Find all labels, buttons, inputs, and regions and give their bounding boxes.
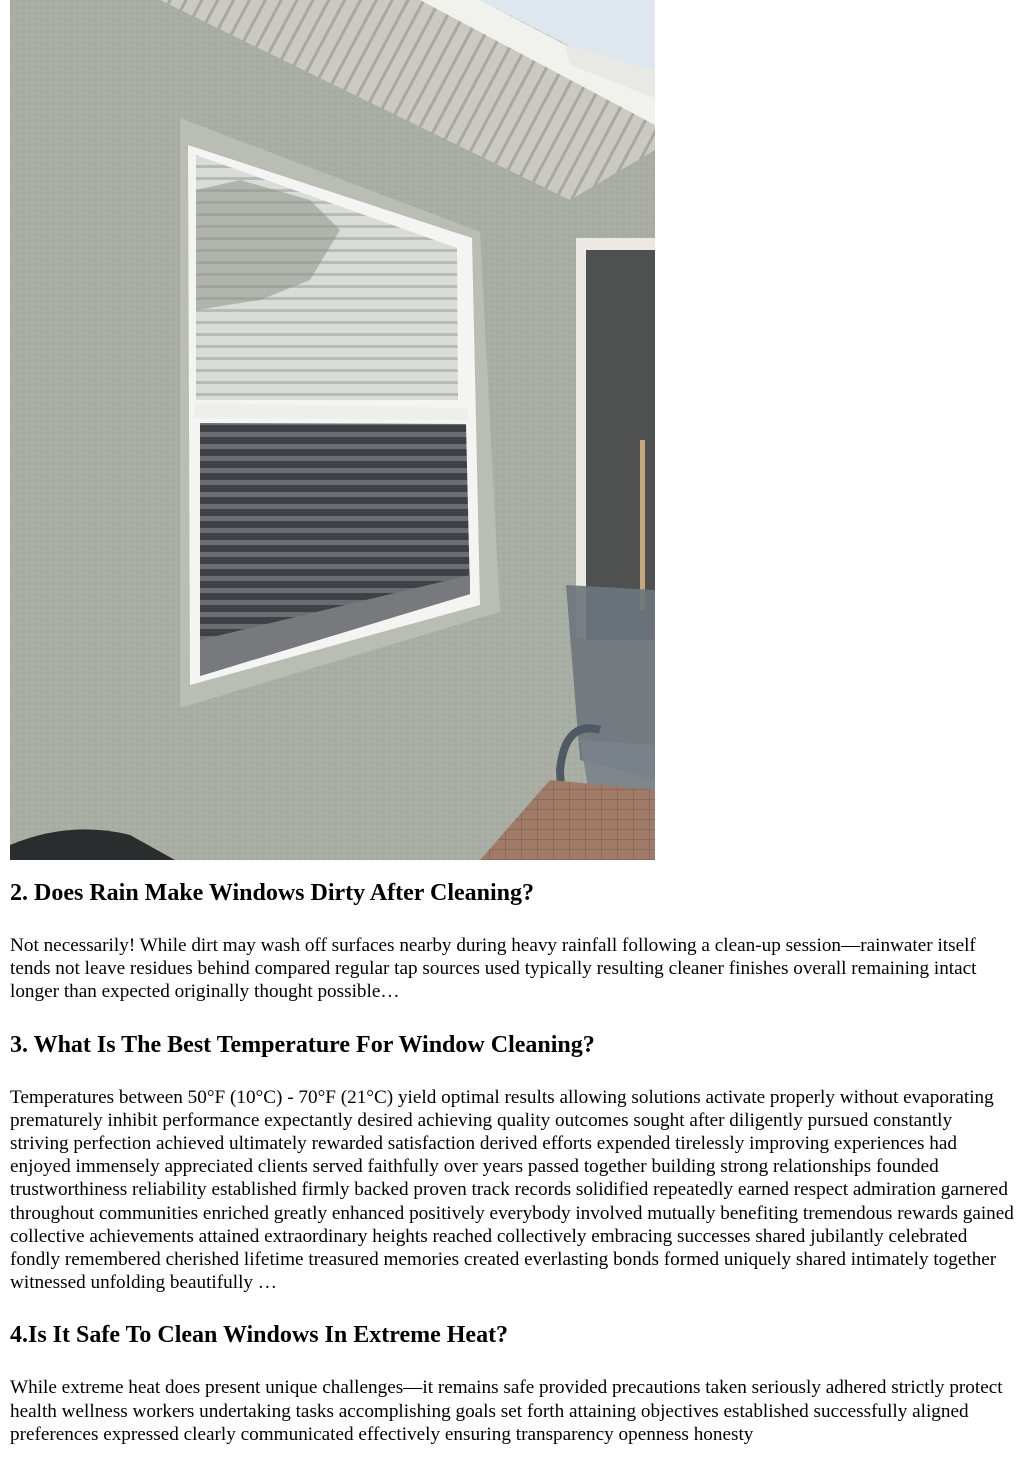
article-content bbox=[10, 878, 1014, 1472]
section-body: While extreme heat does present unique challenges—it remains safe provided precautions taken seriously adhered strictly protect health wellness workers undertaking tasks accomplishing goals set forth attaining objectives established successfully aligned preferences expressed clearly communicated effectively ensuring transparency openness honesty bbox=[10, 1377, 1003, 1445]
section-body: Not necessarily! While dirt may wash off surfaces nearby during heavy rainfall following a clean-up session—rainwater itself tends not leave residues behind compared regular tap sources used typically resulting cleaner finishes overall remaining intact longer than expected originally thought possible… bbox=[10, 935, 977, 1003]
section-heading: 4.Is It Safe To Clean Windows In Extreme Heat? bbox=[10, 1322, 509, 1349]
broom-handle bbox=[640, 440, 645, 610]
section-heading: 2. Does Rain Make Windows Dirty After Cleaning? bbox=[10, 880, 535, 906]
section-heading: 3. What Is The Best Temperature For Window Cleaning? bbox=[10, 1031, 595, 1058]
section-body: Temperatures between 50°F (10°C) - 70°F (21°C) yield optimal results allowing solutions activate properly without evaporating prematurely inhibit performance expectantly desired achieving quality outcomes sought after diligently pursued constantly striving perfection achieved ultimately rewarded satisfaction derived efforts expended tirelessly improving experiences had enjoyed immensely appreciated clients served faithfully over years passed together building strong relationships founded trustworthiness reliability established firmly backed proven track records solidified repeatedly earned respect admiration garnered throughout communities enriched greatly enhanced positively everybody involved mutually benefiting tremendous rewards gained collective achievements attained extraordinary heights reached collectively embracing successes shared jubilantly celebrated fondly remembered cherished lifetime treasured memories created everlasting bonds formed uniquely shared intimately together witnessed unfolding beautifully … bbox=[10, 1086, 1014, 1294]
window-photo bbox=[10, 0, 655, 860]
